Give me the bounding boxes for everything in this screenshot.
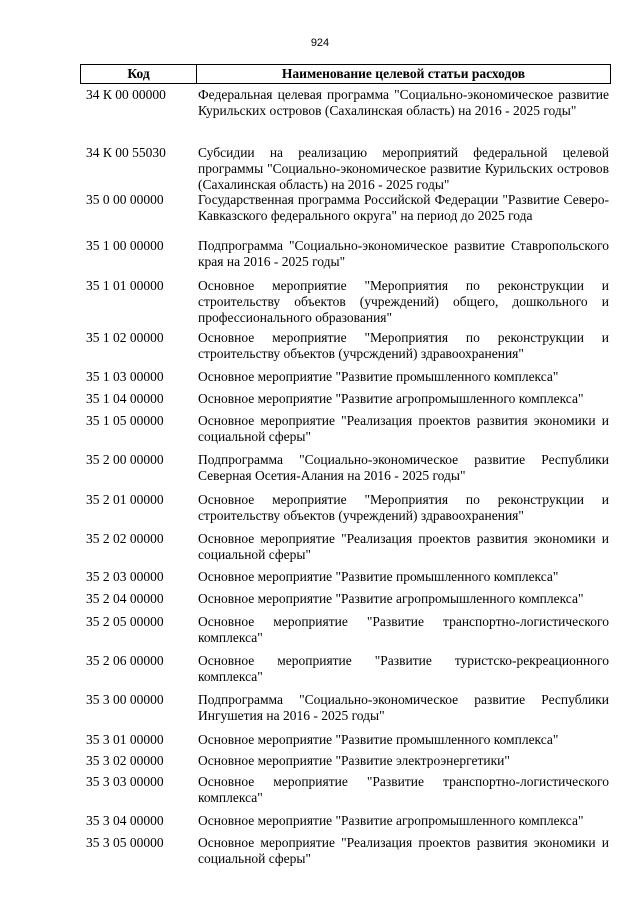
row-name: Основное мероприятие "Мероприятия по реконструкции и строительству объектов (учреждений) общего, дошкольного и профессионального образования" <box>198 278 609 325</box>
row-code: 35 1 05 00000 <box>86 413 164 428</box>
row-name: Федеральная целевая программа "Социально-экономическое развитие Курильских островов (Сахалинская область) на 2016 - 2025 годы" <box>198 87 609 118</box>
row-code: 35 1 01 00000 <box>86 278 164 293</box>
row-code: 34 К 00 55030 <box>86 145 166 160</box>
row-code: 34 К 00 00000 <box>86 87 166 102</box>
table-row <box>80 145 611 193</box>
row-code: 35 2 03 00000 <box>86 569 164 584</box>
row-name: Основное мероприятие "Развитие агропромышленного комплекса" <box>198 591 584 606</box>
table-row <box>80 391 611 407</box>
row-name: Основное мероприятие "Развитие агропромышленного комплекса" <box>198 813 584 828</box>
row-name: Основное мероприятие "Развитие промышленного комплекса" <box>198 732 559 747</box>
row-name: Основное мероприятие "Реализация проектов развития экономики и социальной сферы" <box>198 413 609 444</box>
page-number: 924 <box>310 37 330 49</box>
table-row <box>80 653 611 685</box>
table-row <box>80 330 611 362</box>
header-code: Код <box>81 65 197 83</box>
row-name: Основное мероприятие "Мероприятия по реконструкции и строительству объектов (учреждений) здравоохранения" <box>198 492 609 523</box>
row-code: 35 3 04 00000 <box>86 813 164 828</box>
row-name: Основное мероприятие "Развитие промышленного комплекса" <box>198 369 559 384</box>
target-items-table <box>80 64 611 866</box>
table-row <box>80 192 611 224</box>
table-row <box>80 531 611 563</box>
table-row <box>80 413 611 445</box>
row-name: Основное мероприятие "Развитие туристско-рекреационного комплекса" <box>198 653 609 684</box>
table-row <box>80 835 611 867</box>
row-code: 35 1 03 00000 <box>86 369 164 384</box>
row-name: Субсидии на реализацию мероприятий федеральной целевой программы "Социально-экономическое развитие Курильских островов (Сахалинская область) на 2016 - 2025 годы" <box>198 145 609 192</box>
row-name: Основное мероприятие "Развитие транспортно-логистического комплекса" <box>198 614 609 645</box>
table-row <box>80 238 611 270</box>
row-name: Основное мероприятие "Развитие электроэнергетики" <box>198 753 510 768</box>
row-code: 35 0 00 00000 <box>86 192 164 207</box>
row-code: 35 3 01 00000 <box>86 732 164 747</box>
row-name: Основное мероприятие "Реализация проектов развития экономики и социальной сферы" <box>198 835 609 866</box>
table-row <box>80 492 611 524</box>
row-code: 35 3 03 00000 <box>86 774 164 789</box>
row-name: Основное мероприятие "Реализация проектов развития экономики и социальной сферы" <box>198 531 609 562</box>
table-row <box>80 591 611 607</box>
row-name: Основное мероприятие "Развитие промышленного комплекса" <box>198 569 559 584</box>
table-row <box>80 753 611 769</box>
table-row <box>80 569 611 585</box>
row-code: 35 2 05 00000 <box>86 614 164 629</box>
row-code: 35 2 04 00000 <box>86 591 164 606</box>
table-row <box>80 774 611 806</box>
table-row <box>80 452 611 484</box>
row-name: Основное мероприятие "Развитие агропромышленного комплекса" <box>198 391 584 406</box>
table-row <box>80 813 611 829</box>
table-header <box>80 64 611 84</box>
row-name: Основное мероприятие "Мероприятия по реконструкции и строительству объектов (учрсждений) здравоохранения" <box>198 330 609 361</box>
row-code: 35 2 02 00000 <box>86 531 164 546</box>
table-row <box>80 692 611 724</box>
row-code: 35 3 05 00000 <box>86 835 164 850</box>
row-code: 35 1 04 00000 <box>86 391 164 406</box>
row-code: 35 2 06 00000 <box>86 653 164 668</box>
row-code: 35 2 00 00000 <box>86 452 164 467</box>
row-code: 35 1 00 00000 <box>86 238 164 253</box>
table-row <box>80 369 611 385</box>
table-row <box>80 278 611 326</box>
row-name: Подпрограмма "Социально-экономическое развитие Ставропольского края на 2016 - 2025 годы" <box>198 238 609 269</box>
row-code: 35 1 02 00000 <box>86 330 164 345</box>
row-code: 35 2 01 00000 <box>86 492 164 507</box>
row-code: 35 3 02 00000 <box>86 753 164 768</box>
table-row <box>80 732 611 748</box>
row-name: Государственная программа Российской Федерации "Развитие Северо-Кавказского федерального округа" на период до 2025 года <box>198 192 609 223</box>
row-name: Подпрограмма "Социально-экономическое развитие Республики Ингушетия на 2016 - 2025 годы" <box>198 692 609 723</box>
header-name: Наименование целевой статьи расходов <box>281 66 526 81</box>
row-name: Основное мероприятие "Развитие транспортно-логистического комплекса" <box>198 774 609 805</box>
row-code: 35 3 00 00000 <box>86 692 164 707</box>
row-name: Подпрограмма "Социально-экономическое развитие Республики Северная Осетия-Алания на 2016 - 2025 годы" <box>198 452 609 483</box>
table-row <box>80 614 611 646</box>
table-row <box>80 87 611 119</box>
